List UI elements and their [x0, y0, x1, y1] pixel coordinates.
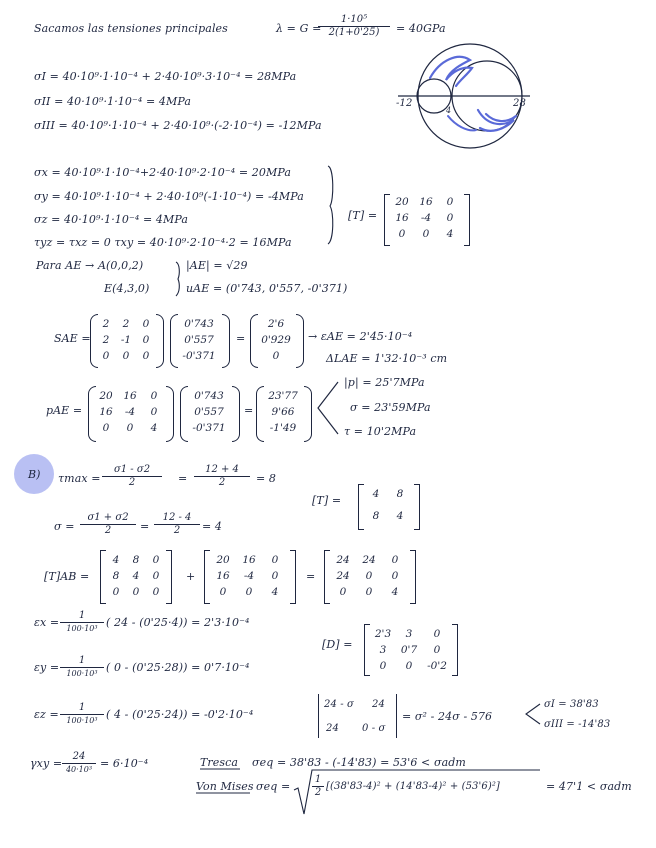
- von-mises-body: [(38'83-4)² + (14'83-4)² + (53'6)²]: [326, 781, 500, 792]
- d-cell: -0'2: [427, 660, 447, 672]
- eps-x-den: 100·10³: [66, 624, 98, 633]
- eps-y-frac: [60, 655, 104, 680]
- tab-c-cell: 24: [336, 570, 350, 582]
- p-modulus: |p| = 25'7MPa: [344, 376, 425, 389]
- eps-y-den: 100·10³: [66, 669, 98, 678]
- sigma-1-line: σI = 40·10⁹·1·10⁻⁴ + 2·40·10⁹·3·10⁻⁴ = 28MPa: [34, 70, 297, 83]
- p-cell: 0: [126, 422, 134, 434]
- tab-a-cell: 4: [132, 570, 140, 582]
- u-cell: 0'557: [184, 334, 214, 346]
- tau-max-den-2: 2: [218, 477, 226, 488]
- tab-c-cell: 0: [339, 586, 347, 598]
- p-cell: 0: [150, 406, 158, 418]
- eps-y-rhs: ( 0 - (0'25·28)) = 0'7·10⁻⁴: [106, 661, 250, 674]
- d-cell: 0'7: [400, 644, 418, 656]
- d-cell: 0: [433, 628, 441, 640]
- tab-b-cell: 0: [245, 586, 253, 598]
- sigma-mean-num: σ1 + σ2: [80, 512, 136, 525]
- s-result-vector: [256, 316, 296, 364]
- d-matrix: [370, 626, 452, 674]
- det-bar-left: [318, 694, 319, 738]
- p-res-cell: 23'77: [268, 390, 298, 402]
- sigma-2-line: σII = 40·10⁹·1·10⁻⁴ = 4MPa: [34, 95, 192, 108]
- t-b-matrix-label: [T] =: [312, 494, 342, 507]
- p-result-vector: [262, 388, 304, 436]
- t-b-cell: 8: [372, 510, 380, 522]
- u2-cell: 0'557: [194, 406, 224, 418]
- tab-a-cell: 4: [112, 554, 120, 566]
- gamma-xy-num: 24: [62, 751, 96, 764]
- sigma-z-line: σz = 40·10⁹·1·10⁻⁴ = 4MPa: [34, 213, 189, 226]
- mohr-left-label: -12: [396, 98, 413, 109]
- tau-max-eq: =: [178, 472, 188, 485]
- p-cell: 0: [150, 390, 158, 402]
- tab-b-cell: 0: [219, 586, 227, 598]
- p-tau: τ = 10'2MPa: [344, 425, 417, 438]
- von-mises-half-num: 1: [312, 774, 324, 787]
- u2-vector: [186, 388, 232, 436]
- p-cell: 0: [102, 422, 110, 434]
- s-cell: -1: [120, 334, 132, 346]
- eps-x-lhs: εx =: [34, 616, 60, 629]
- d-cell: 0: [405, 660, 413, 672]
- eps-x-frac: [60, 610, 104, 635]
- s-cell: 0: [122, 350, 130, 362]
- u2-cell: 0'743: [194, 390, 224, 402]
- s-cell: 2: [122, 318, 130, 330]
- p-res-cell: 9'66: [271, 406, 295, 418]
- eps-z-lhs: εz =: [34, 708, 59, 721]
- t-cell: 0: [446, 212, 454, 224]
- t-b-matrix: [364, 486, 412, 524]
- det-c: 24: [326, 723, 339, 734]
- tab-matrix-a: [106, 552, 166, 600]
- t-b-bracket-right: [414, 484, 420, 530]
- p-matrix: [94, 388, 166, 436]
- tab-c-cell: 24: [362, 554, 376, 566]
- eps-z-frac: [60, 702, 104, 727]
- det-b: 24: [372, 699, 385, 710]
- gamma-xy-lhs: γxy =: [30, 757, 63, 770]
- tab-c-cell: 0: [365, 586, 373, 598]
- d-cell: 0: [433, 644, 441, 656]
- root-1: σI = 38'83: [544, 699, 599, 710]
- t-b-cell: 4: [396, 510, 404, 522]
- tab-b-cell: 0: [271, 554, 279, 566]
- sigma-mean-lhs: σ =: [54, 520, 75, 533]
- tab-a-cell: 0: [152, 554, 160, 566]
- tab-c-cell: 4: [391, 586, 399, 598]
- tab-a-cell: 8: [112, 570, 120, 582]
- para-line-1: Para AE → A(0,0,2): [36, 259, 144, 272]
- tab-c-cell: 0: [365, 570, 373, 582]
- t-matrix-bracket-right: [464, 194, 470, 246]
- gamma-xy-result: = 6·10⁻⁴: [100, 757, 149, 770]
- u-vector-paren-right: [222, 314, 230, 368]
- eps-ae: → εAE = 2'45·10⁻⁴: [308, 330, 413, 343]
- t-cell: -4: [420, 212, 432, 224]
- eps-z-num: 1: [60, 702, 104, 715]
- s-ae-label: SAE =: [54, 332, 91, 345]
- von-mises-lhs: σeq =: [256, 780, 291, 793]
- det-equation: = σ² - 24σ - 576: [402, 710, 493, 723]
- tau-max-num-2: 12 + 4: [194, 464, 250, 477]
- s-res-cell: 2'6: [267, 318, 285, 330]
- lambda-result: = 40GPa: [396, 22, 446, 35]
- intro-text: Sacamos las tensiones principales: [34, 22, 228, 35]
- p-cell: 20: [99, 390, 113, 402]
- tab-b-cell: 16: [242, 554, 256, 566]
- sigma-x-line: σx = 40·10⁹·1·10⁻⁴+2·40·10⁹·2·10⁻⁴ = 20MPa: [34, 166, 291, 179]
- s-matrix: [96, 316, 156, 364]
- tab-b-bracket-right: [290, 550, 296, 604]
- tab-plus: +: [186, 570, 196, 583]
- tab-b-cell: 16: [216, 570, 230, 582]
- t-cell: 0: [446, 196, 454, 208]
- lambda-lhs: λ = G =: [276, 22, 322, 35]
- s-cell: 0: [102, 350, 110, 362]
- d-cell: 3: [379, 644, 387, 656]
- p-result-paren-right: [304, 386, 312, 442]
- von-mises-result: = 47'1 < σadm: [546, 780, 632, 793]
- p-ae-label: pAE =: [46, 404, 83, 417]
- t-cell: 0: [422, 228, 430, 240]
- tab-a-cell: 0: [112, 586, 120, 598]
- tab-b-cell: 0: [271, 570, 279, 582]
- tau-max-result: = 8: [256, 472, 277, 485]
- gamma-xy-frac: [62, 751, 96, 776]
- tab-c-cell: 24: [336, 554, 350, 566]
- tab-c-bracket-right: [410, 550, 416, 604]
- s-cell: 0: [142, 350, 150, 362]
- t-matrix: [390, 194, 462, 242]
- tab-matrix-b: [210, 552, 288, 600]
- tab-c-cell: 0: [391, 554, 399, 566]
- u2-cell: -0'371: [192, 422, 226, 434]
- p-sigma: σ = 23'59MPa: [350, 401, 431, 414]
- eps-z-den: 100·10³: [66, 716, 98, 725]
- p-matrix-paren-right: [166, 386, 174, 442]
- eps-x-num: 1: [60, 610, 104, 623]
- det-a: 24 - σ: [324, 699, 354, 710]
- tab-a-bracket-right: [166, 550, 172, 604]
- sigma-mean-den: 2: [104, 525, 112, 536]
- root-3: σIII = -14'83: [544, 719, 611, 730]
- tresca-label: Tresca: [200, 756, 239, 769]
- equals-sign: =: [244, 404, 254, 417]
- p-cell: 16: [123, 390, 137, 402]
- ae-unit-vector: uAE = (0'743, 0'557, -0'371): [186, 282, 348, 295]
- sigma-mean-frac: [80, 512, 136, 537]
- tab-a-cell: 0: [152, 586, 160, 598]
- d-matrix-label: [D] =: [322, 638, 353, 651]
- tab-equals: =: [306, 570, 316, 583]
- tau-max-num: σ1 - σ2: [102, 464, 162, 477]
- sigma-mean-num-2: 12 - 4: [154, 512, 200, 525]
- tau-max-lhs: τmax =: [58, 472, 101, 485]
- t-cell: 4: [446, 228, 454, 240]
- u2-vector-paren-right: [232, 386, 240, 442]
- eps-y-lhs: εy =: [34, 661, 60, 674]
- tab-c-cell: 0: [391, 570, 399, 582]
- p-cell: 16: [99, 406, 113, 418]
- sigma-mean-den-2: 2: [173, 525, 181, 536]
- s-cell: 0: [142, 334, 150, 346]
- u-cell: 0'743: [184, 318, 214, 330]
- tab-a-cell: 0: [132, 586, 140, 598]
- t-ab-label: [T]AB =: [44, 570, 90, 583]
- t-cell: 16: [395, 212, 409, 224]
- sigma-3-line: σIII = 40·10⁹·1·10⁻⁴ + 2·40·10⁹·(-2·10⁻⁴) = -12MPa: [34, 119, 322, 132]
- lambda-num: 1·10⁵: [318, 14, 390, 27]
- u-cell: -0'371: [182, 350, 216, 362]
- equals-sign: =: [236, 332, 246, 345]
- tab-b-cell: -4: [243, 570, 255, 582]
- tab-a-cell: 8: [132, 554, 140, 566]
- sigma-y-line: σy = 40·10⁹·1·10⁻⁴ + 2·40·10⁹(-1·10⁻⁴) = -4MPa: [34, 190, 304, 203]
- tab-b-cell: 20: [216, 554, 230, 566]
- s-res-cell: 0: [272, 350, 280, 362]
- s-cell: 2: [102, 318, 110, 330]
- ae-modulus: |AE| = √29: [186, 259, 248, 272]
- s-res-cell: 0'929: [261, 334, 291, 346]
- p-cell: 4: [150, 422, 158, 434]
- p-cell: -4: [124, 406, 136, 418]
- p-res-cell: -1'49: [269, 422, 297, 434]
- eps-z-rhs: ( 4 - (0'25·24)) = -0'2·10⁻⁴: [106, 708, 254, 721]
- von-mises-label: Von Mises: [196, 780, 254, 793]
- u-vector: [176, 316, 222, 364]
- t-cell: 0: [398, 228, 406, 240]
- lambda-den: 2(1+0'25): [328, 27, 380, 38]
- d-cell: 0: [379, 660, 387, 672]
- tau-line: τyz = τxz = 0 τxy = 40·10⁹·2·10⁻⁴·2 = 16MPa: [34, 236, 292, 249]
- det-d: 0 - σ: [362, 723, 386, 734]
- eps-x-rhs: ( 24 - (0'25·4)) = 2'3·10⁻⁴: [106, 616, 250, 629]
- sigma-mean-result: = 4: [202, 520, 223, 533]
- mohr-mid-label: 4: [446, 106, 452, 115]
- von-mises-half: [312, 774, 324, 799]
- s-matrix-paren-right: [156, 314, 164, 368]
- d-cell: 2'3: [374, 628, 392, 640]
- t-matrix-label: [T] =: [348, 209, 378, 222]
- det-bar-right: [396, 694, 397, 738]
- tau-max-frac-2: [194, 464, 250, 489]
- para-line-2: E(4,3,0): [104, 282, 150, 295]
- von-mises-half-den: 2: [314, 787, 322, 798]
- sigma-mean-frac-2: [154, 512, 200, 537]
- part-b-mark: B): [28, 468, 41, 481]
- t-b-cell: 8: [396, 488, 404, 500]
- mohr-right-label: 28: [513, 98, 526, 109]
- d-cell: 3: [405, 628, 413, 640]
- tau-max-den: 2: [128, 477, 136, 488]
- delta-ae: ΔLAE = 1'32·10⁻³ cm: [326, 352, 448, 365]
- equals-sign: =: [140, 520, 150, 533]
- t-b-cell: 4: [372, 488, 380, 500]
- tau-max-frac: [102, 464, 162, 489]
- tresca-text: σeq = 38'83 - (-14'83) = 53'6 < σadm: [252, 756, 466, 769]
- s-result-paren-right: [296, 314, 304, 368]
- tab-b-cell: 4: [271, 586, 279, 598]
- d-matrix-bracket-right: [452, 624, 458, 676]
- t-cell: 16: [419, 196, 433, 208]
- eps-y-num: 1: [60, 655, 104, 668]
- t-cell: 20: [395, 196, 409, 208]
- s-cell: 2: [102, 334, 110, 346]
- tab-a-cell: 0: [152, 570, 160, 582]
- gamma-xy-den: 40·10³: [65, 765, 93, 774]
- tab-matrix-c: [330, 552, 408, 600]
- s-cell: 0: [142, 318, 150, 330]
